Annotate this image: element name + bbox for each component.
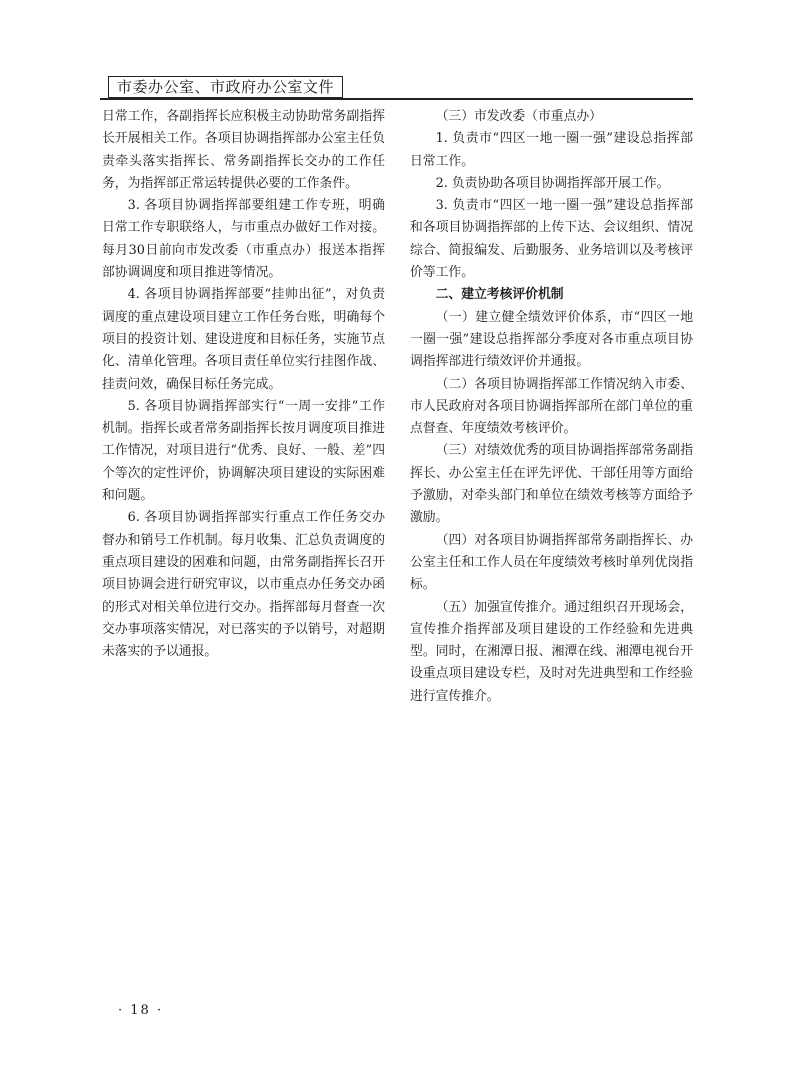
paragraph: （二）各项目协调指挥部工作情况纳入市委、市人民政府对各项目协调指挥部所在部门单位的重点督查、年度绩效考核评价。 (410, 376, 693, 437)
right-text-column (410, 106, 693, 708)
paragraph: （五）加强宣传推介。通过组织召开现场会，宣传推介指挥部及项目建设的工作经验和先进典型。同时，在湘潭日报、湘潭在线、湘潭电视台开设重点项目建设专栏，及时对先进典型和工作经验进行宣传推介。 (410, 599, 693, 704)
section-heading: 二、建立考核评价机制 (435, 287, 564, 303)
paragraph: 5. 各项目协调指挥部实行“一周一安排”工作机制。指挥长或者常务副指挥长按月调度项目推进工作情况，对项目进行“优秀、良好、一般、差”四个等次的定性评价，协调解决项目建设的实际困难和问题。 (102, 398, 385, 504)
paragraph: 2. 负责协助各项目协调指挥部开展工作。 (435, 175, 670, 191)
paragraph: 3. 负责市“四区一地一圈一强”建设总指挥部和各项目协调指挥部的上传下达、会议组织、情况综合、简报编发、后勤服务、业务培训以及考核评价等工作。 (410, 198, 693, 281)
paragraph: 1. 负责市“四区一地一圈一强”建设总指挥部日常工作。 (410, 131, 693, 169)
paragraph: 6. 各项目协调指挥部实行重点工作任务交办督办和销号工作机制。每月收集、汇总负责调度的重点项目建设的困难和问题，由常务副指挥长召开项目协调会进行研究审议，以市重点办任务交办函的形式对相关单位进行交办。指挥部每月督查一次交办事项落实情况，对已落实的予以销号，对超期未落实的予以通报。 (102, 510, 385, 660)
paragraph: 日常工作，各副指挥长应积极主动协助常务副指挥长开展相关工作。各项目协调指挥部办公室主任负责牵头落实指挥长、常务副指挥长交办的工作任务，为指挥部正常运转提供必要的工作条件。 (102, 109, 385, 191)
paragraph: （三）对绩效优秀的项目协调指挥部常务副指挥长、办公室主任在评先评优、干部任用等方面给予激励，对牵头部门和单位在绩效考核等方面给予激励。 (410, 443, 693, 526)
paragraph: 3. 各项目协调指挥部要组建工作专班，明确日常工作专职联络人，与市重点办做好工作对接。每月30日前向市发改委（市重点办）报送本指挥部协调调度和项目推进等情况。 (102, 198, 385, 281)
document-header-title: 市委办公室、市政府办公室文件 (108, 76, 343, 98)
left-text-column (102, 106, 385, 663)
paragraph: 4. 各项目协调指挥部要“挂帅出征”，对负责调度的重点建设项目建立工作任务台账，明确每个项目的投资计划、建设进度和目标任务，实施节点化、清单化管理。各项目责任单位实行挂图作战、挂责问效，确保目标任务完成。 (102, 287, 385, 392)
paragraph: （一）建立健全绩效评价体系，市“四区一地一圈一强”建设总指挥部分季度对各市重点项目协调指挥部进行绩效评价并通报。 (410, 309, 693, 370)
paragraph: （四）对各项目协调指挥部常务副指挥长、办公室主任和工作人员在年度绩效考核时单列优岗指标。 (410, 532, 693, 593)
paragraph: （三）市发改委（市重点办） (435, 109, 602, 124)
page-number: · 18 · (118, 1003, 164, 1018)
header-divider (100, 98, 693, 100)
